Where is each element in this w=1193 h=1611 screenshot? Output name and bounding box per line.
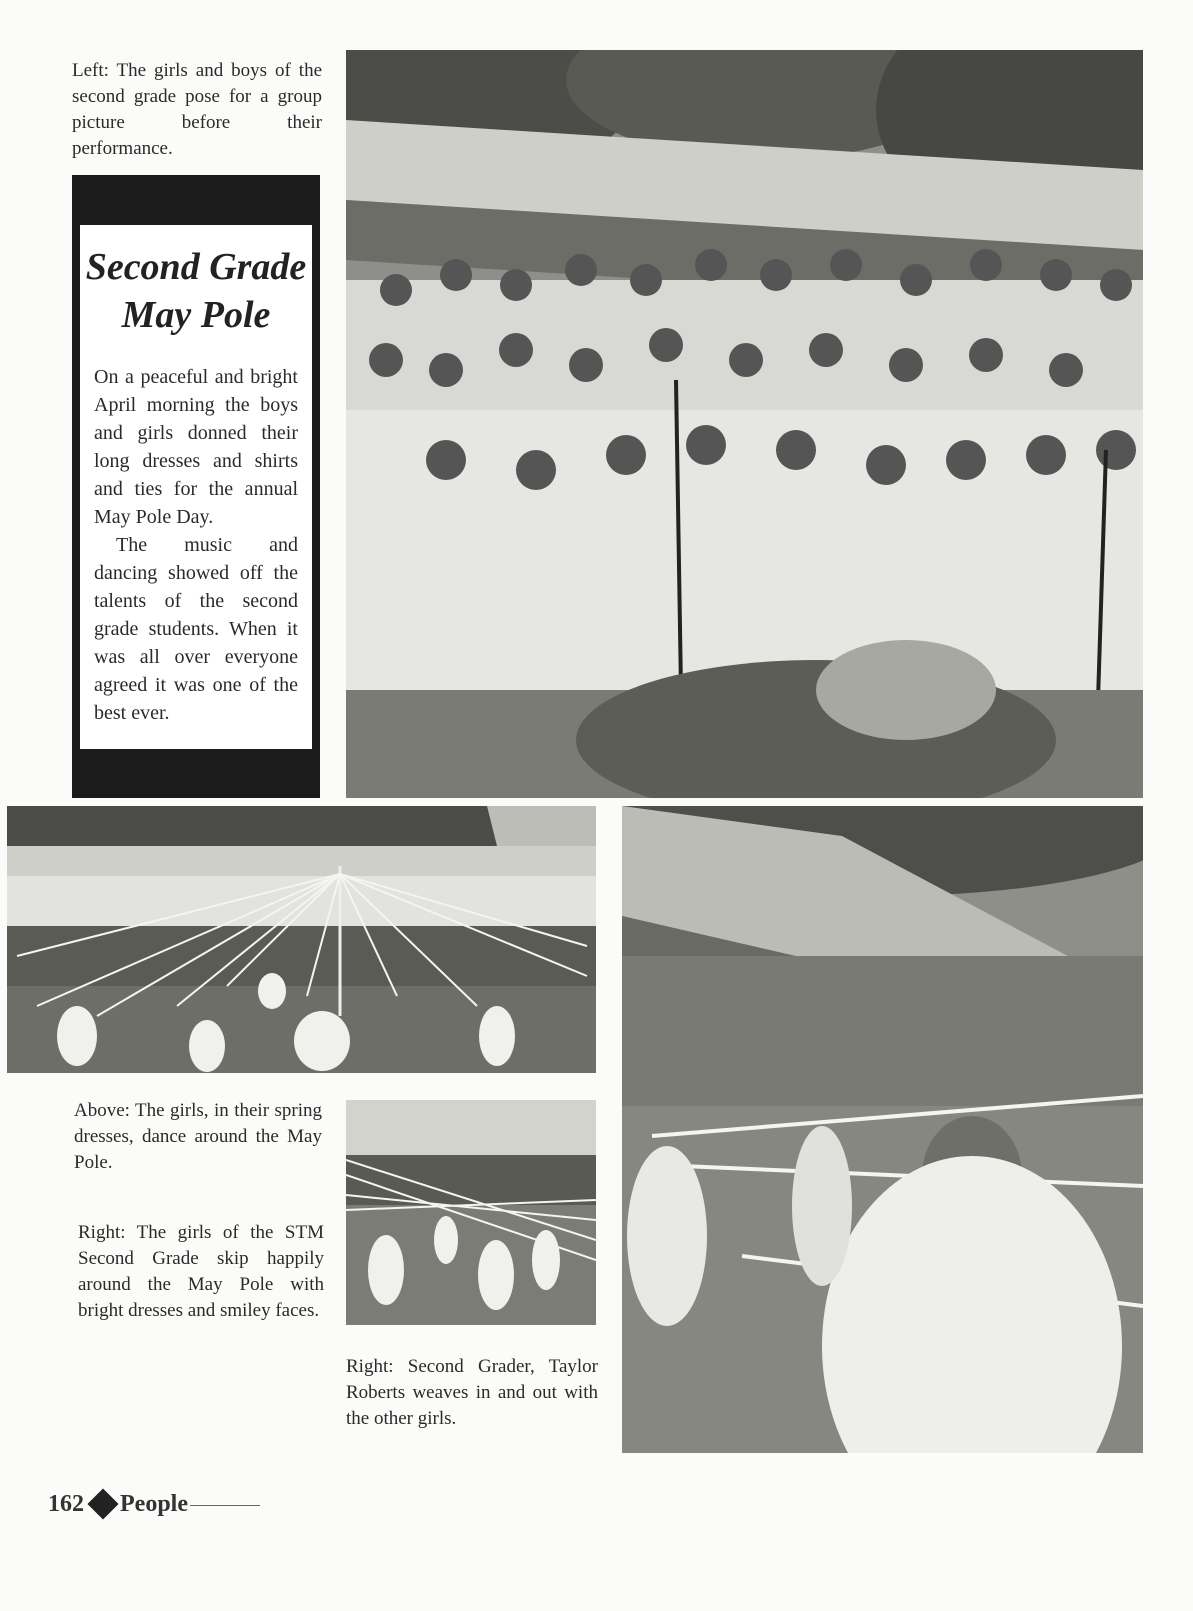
page-footer — [48, 1484, 260, 1524]
maypole-wide-photo — [7, 806, 596, 1073]
story-title-line-2: May Pole — [121, 294, 271, 336]
maypole-wide-image — [7, 806, 596, 1073]
story-paragraph-1: On a peaceful and bright April morning the boys and girls donned their long dresses and shirts and ties for the annual May Pole Day. — [94, 366, 298, 528]
group-photo — [346, 50, 1143, 798]
story-body — [94, 363, 298, 727]
story-sidebar — [72, 175, 320, 798]
footer-rule — [190, 1505, 260, 1506]
caption-maypole-wide: Above: The girls, in their spring dresses, dance around the May Pole. — [74, 1100, 322, 1173]
story-paragraph-2: The music and dancing showed off the talents of the second grade students. When it was all over everyone agreed it was one of the best ever. — [94, 534, 298, 724]
caption-group-photo: Left: The girls and boys of the second grade pose for a group picture before their performance. — [72, 60, 322, 159]
maypole-small-photo — [346, 1100, 596, 1325]
story-title — [80, 243, 312, 339]
taylor-photo — [622, 806, 1143, 1453]
diamond-icon — [87, 1488, 118, 1519]
taylor-image — [622, 806, 1143, 1453]
caption-taylor: Right: Second Grader, Taylor Roberts weaves in and out with the other girls. — [346, 1356, 598, 1429]
section-name: People — [120, 1490, 188, 1517]
story-title-line-1: Second Grade — [85, 246, 307, 288]
page-number: 162 — [48, 1490, 84, 1517]
story-sidebar-panel — [80, 225, 312, 749]
maypole-small-image — [346, 1100, 596, 1325]
caption-maypole-small: Right: The girls of the STM Second Grade skip happily around the May Pole with bright dresses and smiley faces. — [78, 1222, 324, 1321]
group-photo-image — [346, 50, 1143, 798]
